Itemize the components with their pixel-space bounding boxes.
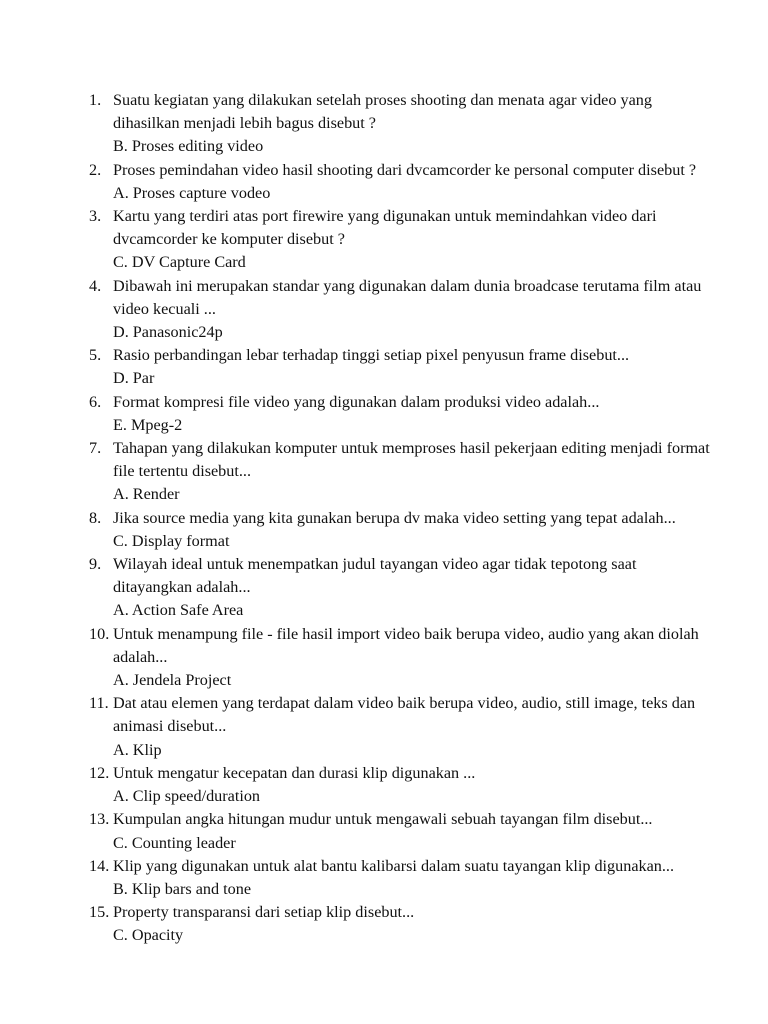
question-number: 5. (89, 346, 102, 365)
question-item (0, 89, 713, 159)
question-item (0, 344, 713, 390)
question-number: 14. (89, 856, 110, 875)
question-item (0, 692, 713, 762)
question-text: Jika source media yang kita gunakan berupa dv maka video setting yang tepat adalah... (113, 508, 676, 527)
answer-text: C. DV Capture Card (113, 253, 246, 272)
question-text: Property transparansi dari setiap klip disebut... (113, 903, 415, 922)
question-item (0, 623, 713, 693)
question-item (0, 507, 713, 553)
question-item (0, 553, 713, 623)
question-number: 3. (89, 207, 102, 226)
answer-text: A. Render (113, 485, 180, 504)
answer-text: D. Par (113, 369, 155, 388)
answer-text: C. Opacity (113, 926, 184, 945)
question-number: 4. (89, 276, 102, 295)
question-text: Dibawah ini merupakan standar yang digunakan dalam dunia broadcase terutama film atau video kecuali ... (113, 276, 702, 318)
question-list (0, 89, 768, 948)
answer-text: C. Counting leader (113, 833, 236, 852)
answer-text: B. Proses editing video (113, 137, 264, 156)
answer-text: A. Action Safe Area (113, 601, 244, 620)
question-text: Suatu kegiatan yang dilakukan setelah proses shooting dan menata agar video yang dihasilkan menjadi lebih bagus disebut ? (113, 91, 652, 133)
question-text: Untuk menampung file - file hasil import video baik berupa video, audio yang akan diolah adalah... (113, 624, 699, 666)
question-item (0, 159, 713, 205)
question-number: 11. (89, 694, 109, 713)
question-text: Kartu yang terdiri atas port firewire yang digunakan untuk memindahkan video dari dvcamcorder ke komputer disebut ? (113, 207, 657, 249)
question-text: Dat atau elemen yang terdapat dalam video baik berupa video, audio, still image, teks dan animasi disebut... (113, 694, 696, 736)
question-item (0, 808, 713, 854)
question-text: Rasio perbandingan lebar terhadap tinggi setiap pixel penyusun frame disebut... (113, 346, 630, 365)
question-item (0, 762, 713, 808)
question-text: Kumpulan angka hitungan mudur untuk mengawali sebuah tayangan film disebut... (113, 810, 653, 829)
question-text: Untuk mengatur kecepatan dan durasi klip digunakan ... (113, 763, 476, 782)
question-number: 6. (89, 392, 102, 411)
question-text: Klip yang digunakan untuk alat bantu kalibarsi dalam suatu tayangan klip digunakan... (113, 856, 675, 875)
question-number: 9. (89, 555, 102, 574)
question-text: Format kompresi file video yang digunakan dalam produksi video adalah... (113, 392, 600, 411)
question-item (0, 275, 713, 345)
answer-text: B. Klip bars and tone (113, 879, 252, 898)
answer-text: A. Jendela Project (113, 671, 232, 690)
question-item (0, 855, 713, 901)
question-text: Proses pemindahan video hasil shooting dari dvcamcorder ke personal computer disebut ? (113, 160, 697, 179)
question-item (0, 205, 713, 275)
answer-text: E. Mpeg-2 (113, 415, 183, 434)
question-number: 15. (89, 903, 110, 922)
answer-text: D. Panasonic24p (113, 323, 223, 342)
question-text: Wilayah ideal untuk menempatkan judul tayangan video agar tidak tepotong saat ditayangkan adalah... (113, 555, 637, 597)
question-item (0, 901, 713, 947)
question-item (0, 391, 713, 437)
question-number: 8. (89, 508, 102, 527)
question-number: 1. (89, 91, 102, 109)
question-number: 10. (89, 624, 110, 643)
answer-text: C. Display format (113, 531, 230, 550)
answer-text: A. Clip speed/duration (113, 787, 261, 806)
question-text: Tahapan yang dilakukan komputer untuk memproses hasil pekerjaan editing menjadi format file tertentu disebut... (113, 439, 710, 481)
question-item (0, 437, 713, 507)
answer-text: A. Klip (113, 740, 162, 759)
answer-text: A. Proses capture vodeo (113, 183, 271, 202)
question-number: 2. (89, 160, 102, 179)
question-number: 12. (89, 763, 110, 782)
question-number: 13. (89, 810, 110, 829)
question-number: 7. (89, 439, 102, 458)
